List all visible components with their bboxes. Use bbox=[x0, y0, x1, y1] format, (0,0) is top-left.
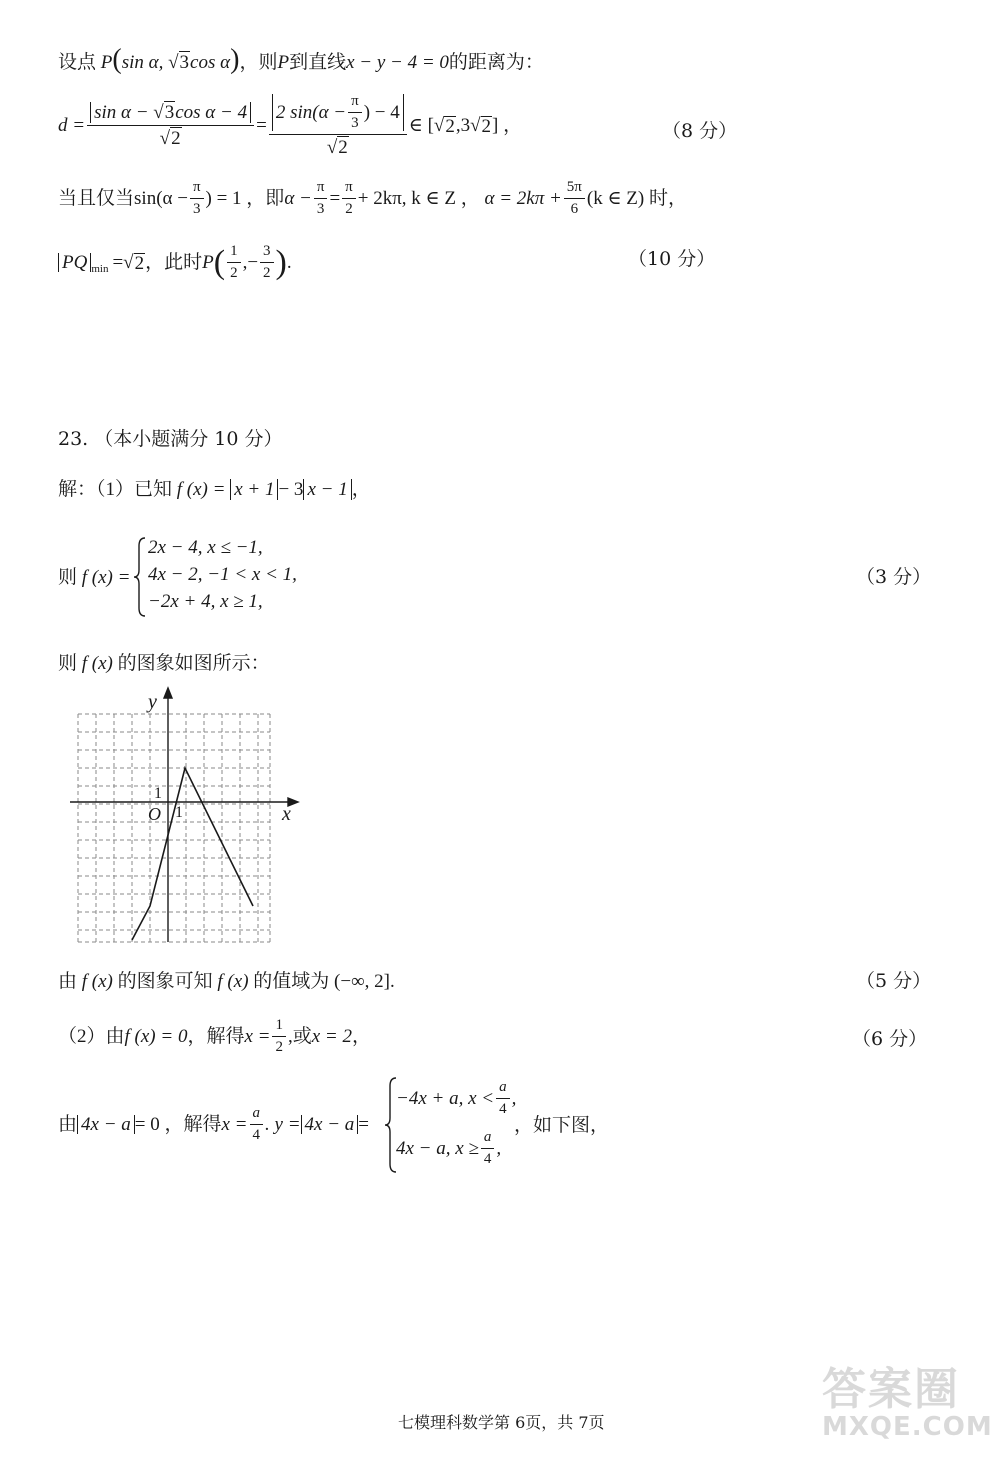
y-tick-1: 1 bbox=[154, 785, 162, 802]
a: a bbox=[481, 1130, 495, 1149]
text: 的图象可知 bbox=[117, 971, 213, 992]
text: ) = 1 ，即 bbox=[205, 188, 285, 209]
part2-zeros bbox=[58, 1018, 371, 1055]
distance-formula: d = $\frac{\text{sin α − √3cos α − 4}}{√2}$ = 2 sin(α − $\frac{\pi}{3}$ ) − 4 √2 ∈ [ √ 2 ,3 √ 2 ] ， bbox=[58, 93, 523, 158]
solution-intro bbox=[58, 480, 371, 499]
comma: ,− bbox=[242, 252, 259, 273]
three: 3 bbox=[316, 201, 325, 217]
watermark-bottom: MXQE.COM bbox=[822, 1412, 993, 1442]
abs-piece-line-2 bbox=[396, 1130, 501, 1167]
abs-x-plus-1: x + 1 bbox=[230, 479, 278, 500]
four: 4 bbox=[483, 1151, 492, 1167]
period: . bbox=[286, 252, 292, 273]
equals: = bbox=[112, 252, 124, 273]
sqrt2: 2 bbox=[481, 115, 492, 137]
six: 6 bbox=[570, 201, 579, 217]
pi: π bbox=[348, 94, 362, 113]
two: 2 bbox=[230, 265, 238, 281]
x-equals: x = bbox=[221, 1114, 248, 1135]
numerator-part: cos α − 4 bbox=[175, 102, 248, 123]
range-statement bbox=[58, 972, 395, 991]
comma: , bbox=[496, 1138, 502, 1159]
score-3: （3 分） bbox=[856, 566, 932, 588]
score-10: （10 分） bbox=[628, 248, 716, 270]
comma: ,3 bbox=[455, 115, 471, 136]
sqrt2: 2 bbox=[445, 115, 455, 137]
paren: ) bbox=[230, 44, 240, 75]
graph-caption bbox=[58, 654, 270, 673]
text: 由 bbox=[58, 1114, 78, 1135]
two: 2 bbox=[345, 201, 353, 217]
text: ， bbox=[351, 479, 371, 500]
abs-piece-line-1 bbox=[396, 1080, 516, 1117]
three: 3 bbox=[260, 244, 274, 263]
text: ,或 bbox=[287, 1026, 312, 1047]
text: 当且仅当 bbox=[58, 188, 135, 209]
f-x: f (x) bbox=[217, 971, 249, 992]
f-x: f (x) bbox=[81, 971, 113, 992]
in-range: ∈ [ bbox=[408, 115, 434, 136]
min-distance: PQ $_{min}$ = √ 2 ，此时 P ( $\frac{1}{2}$ ,− $\frac{3}{2}$ ) . bbox=[58, 244, 292, 281]
text: 则 bbox=[58, 653, 78, 674]
piece-line: 2x − 4, x ≤ −1, bbox=[148, 537, 263, 558]
five-pi: 5π bbox=[564, 180, 585, 199]
watermark-top: 答案圈 bbox=[822, 1364, 960, 1415]
text: = 0 ，解得 bbox=[134, 1114, 222, 1135]
axes bbox=[70, 688, 298, 942]
line-distance-intro: 设点 P(sin α, √3cos α)，则P到直线x − y − 4 = 0的距离为： bbox=[58, 44, 544, 75]
fraction-2: 2 sin(α − $\frac{\pi}{3}$ ) − 4 √2 bbox=[269, 94, 407, 157]
piece-text: 4x − a, x ≥ bbox=[396, 1138, 479, 1159]
point-p: P bbox=[277, 52, 290, 73]
score-8: （8 分） bbox=[662, 120, 738, 142]
text: （2）由 bbox=[58, 1026, 125, 1047]
a: a bbox=[496, 1080, 510, 1099]
two: 2 bbox=[275, 1039, 283, 1055]
abs-4x-minus-a: 4x − a bbox=[77, 1115, 135, 1134]
equals: = bbox=[329, 188, 341, 209]
y-axis-label: y bbox=[148, 691, 157, 713]
f-x: f (x) = bbox=[176, 479, 226, 500]
equals: = bbox=[256, 115, 267, 136]
text: 设点 bbox=[58, 52, 97, 73]
point-p: P bbox=[202, 252, 214, 273]
one: 1 bbox=[227, 244, 241, 263]
sqrt2: 2 bbox=[338, 137, 348, 158]
x-tick-1: 1 bbox=[175, 804, 183, 821]
numerator-part: sin α − bbox=[94, 102, 149, 123]
comma: , bbox=[511, 1088, 517, 1109]
x-equals-2: x = 2 bbox=[311, 1026, 353, 1047]
paren: ( bbox=[213, 243, 226, 281]
pi: π bbox=[342, 180, 356, 199]
piecewise-prefix bbox=[58, 568, 130, 587]
alpha: α − bbox=[284, 188, 312, 209]
abs-piece-suffix: ，如下图， bbox=[514, 1114, 610, 1136]
text: 的距离为： bbox=[448, 52, 544, 73]
function-graph bbox=[70, 684, 306, 946]
one: 1 bbox=[272, 1018, 286, 1037]
line-equation: x − y − 4 = 0 bbox=[346, 52, 449, 73]
sqrt2: 2 bbox=[171, 128, 181, 149]
d-label: d = bbox=[58, 115, 86, 136]
x-equals: x = bbox=[244, 1026, 271, 1047]
pq: PQ bbox=[58, 253, 91, 272]
numerator-part: 2 sin(α − bbox=[275, 102, 347, 123]
alpha: α = 2kπ + bbox=[484, 188, 562, 209]
piecewise-brace bbox=[133, 536, 147, 618]
paren: ( bbox=[112, 44, 122, 75]
piece-line: −2x + 4, x ≥ 1, bbox=[148, 591, 263, 612]
sqrt3: 3 bbox=[164, 102, 175, 123]
text: ，解得 bbox=[187, 1026, 245, 1047]
question-heading: 23. （本小题满分 10 分） bbox=[58, 428, 283, 450]
f-x-zero: f (x) = 0 bbox=[124, 1026, 188, 1047]
text: − 3 bbox=[278, 479, 304, 500]
fraction-1: $\frac{\text{sin α − √3cos α − 4}}{√2}$ bbox=[87, 103, 254, 148]
text: 由 bbox=[58, 971, 78, 992]
text: ，此时 bbox=[145, 252, 203, 273]
three: 3 bbox=[192, 201, 201, 217]
text: (k ∈ Z) 时， bbox=[586, 188, 687, 209]
f-x: f (x) bbox=[81, 653, 113, 674]
piece-line: 4x − 2, −1 < x < 1, bbox=[148, 564, 297, 585]
origin-label: O bbox=[148, 804, 161, 824]
text: 到直线 bbox=[289, 52, 347, 73]
three: 3 bbox=[351, 115, 359, 131]
page-footer: 七模理科数学第 6页，共 7页 bbox=[398, 1413, 605, 1432]
text: 则 bbox=[58, 567, 78, 588]
score-6: （6 分） bbox=[852, 1028, 928, 1050]
sqrt3: 3 bbox=[179, 52, 190, 73]
range-value: (−∞, 2]. bbox=[334, 971, 395, 992]
text: 解：（1）已知 bbox=[58, 479, 173, 500]
point-p: P bbox=[100, 52, 113, 73]
abs-4x-minus-a: 4x − a bbox=[301, 1115, 359, 1134]
two: 2 bbox=[263, 265, 271, 281]
range-end: ] ， bbox=[492, 115, 523, 136]
grid bbox=[78, 714, 270, 942]
text: ， bbox=[352, 1026, 372, 1047]
watermark-logo bbox=[822, 1364, 993, 1442]
paren: ) bbox=[275, 243, 287, 281]
part2-abs-intro bbox=[58, 1106, 369, 1143]
x-axis-label: x bbox=[282, 803, 291, 825]
equality-condition bbox=[58, 180, 687, 217]
text: ，则 bbox=[239, 52, 278, 73]
sin-alpha: sin α, bbox=[121, 52, 164, 73]
piecewise-lines bbox=[148, 538, 297, 619]
numerator-part: ) − 4 bbox=[363, 102, 400, 123]
min-sub: min bbox=[91, 263, 109, 275]
pi: π bbox=[190, 180, 204, 199]
equals: = bbox=[358, 1114, 370, 1135]
four: 4 bbox=[499, 1101, 507, 1117]
a: a bbox=[250, 1106, 264, 1125]
score-5: （5 分） bbox=[856, 970, 932, 992]
f-x: f (x) = bbox=[81, 567, 131, 588]
text: 的值域为 bbox=[253, 971, 330, 992]
text: 的图象如图所示： bbox=[117, 653, 270, 674]
sin: sin(α − bbox=[134, 188, 188, 209]
y-equals: . y = bbox=[265, 1114, 301, 1135]
sqrt2: 2 bbox=[134, 252, 145, 274]
cos-alpha: cos α bbox=[190, 52, 231, 73]
text: + 2kπ, k ∈ Z ， bbox=[357, 188, 480, 209]
four: 4 bbox=[252, 1127, 261, 1143]
piece-text: −4x + a, x < bbox=[396, 1088, 495, 1109]
pi: π bbox=[314, 180, 328, 199]
abs-x-minus-1: x − 1 bbox=[303, 479, 351, 500]
